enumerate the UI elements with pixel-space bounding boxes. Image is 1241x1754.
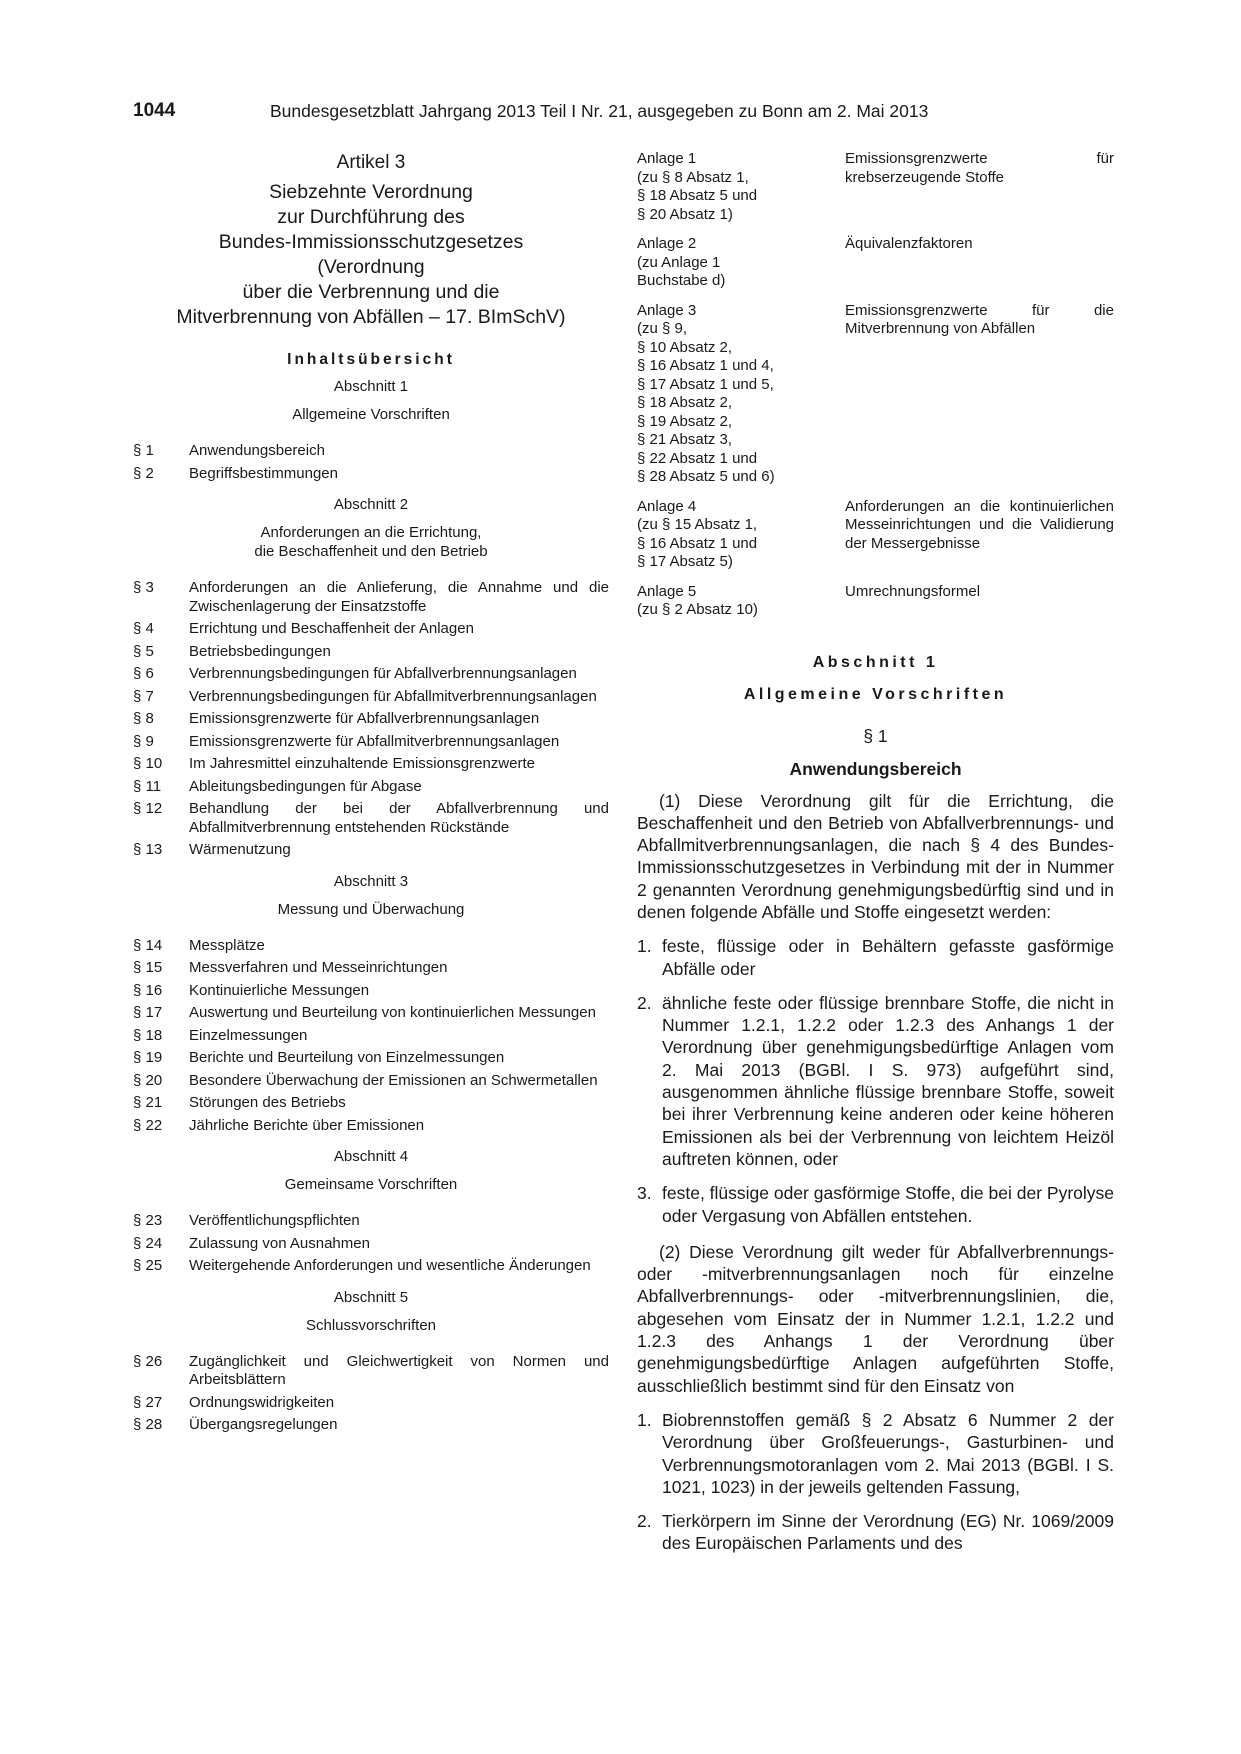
list-item-number: 2. — [637, 1511, 652, 1532]
toc-entry — [133, 1117, 609, 1136]
toc-entry — [133, 1027, 609, 1046]
toc-entry — [133, 733, 609, 752]
subtitle-line: Bundes-Immissionsschutzgesetzes — [218, 231, 524, 253]
enumerated-list — [637, 1409, 1114, 1555]
toc-entry-number: § 16 — [133, 981, 163, 999]
toc-entry-number: § 1 — [133, 442, 154, 459]
toc-entry-number: § 28 — [133, 1416, 163, 1433]
paragraph-symbol: § 1 — [863, 725, 888, 746]
annex-description: Emissionsgrenzwerte für die Mitverbrennung von Abfällen — [845, 301, 1114, 337]
annex-entry — [637, 583, 1114, 620]
toc-entry-list — [133, 442, 609, 483]
toc-entry — [133, 937, 609, 956]
toc-entry-number: § 12 — [133, 800, 163, 817]
list-item-text: feste, flüssige oder in Behältern gefasste gasförmige Abfälle oder — [662, 936, 1114, 979]
toc-entry-text: Errichtung und Beschaffenheit der Anlagen — [189, 620, 474, 637]
annex-description: Umrechnungsformel — [845, 582, 981, 600]
toc-entry-text: Messverfahren und Messeinrichtungen — [189, 959, 448, 976]
toc-entry-text: Kontinuierliche Messungen — [189, 981, 370, 999]
toc-entry-number: § 2 — [133, 464, 154, 482]
toc-entry — [133, 1004, 609, 1023]
toc-entry — [133, 1257, 609, 1276]
annex-reference: Anlage 1 (zu § 8 Absatz 1, § 18 Absatz 5 und § 20 Absatz 1) — [637, 150, 758, 223]
subtitle-line: Mitverbrennung von Abfällen – 17. BImSchV) — [176, 306, 566, 328]
toc-entry-text: Besondere Überwachung der Emissionen an Schwermetallen — [189, 1071, 598, 1089]
toc-entry — [133, 959, 609, 978]
annex-reference: Anlage 4 (zu § 15 Absatz 1, § 16 Absatz 1 und § 17 Absatz 5) — [637, 497, 758, 570]
toc-entry-text: Jährliche Berichte über Emissionen — [189, 1116, 425, 1134]
list-item-number: 1. — [637, 936, 652, 957]
annex-description: Anforderungen an die kontinuierlichen Messeinrichtungen und die Validierung der Messergebnisse — [845, 497, 1114, 552]
toc-entry-text: Verbrennungsbedingungen für Abfallverbrennungsanlagen — [189, 665, 577, 682]
toc-entry — [133, 1416, 609, 1435]
toc-entry-text: Zugänglichkeit und Gleichwertigkeit von Normen und Arbeitsblättern — [189, 1352, 609, 1388]
toc-entry-text: Einzelmessungen — [189, 1026, 308, 1044]
toc-entry — [133, 1394, 609, 1413]
body-paragraph: (1) Diese Verordnung gilt für die Errichtung, die Beschaffenheit und den Betrieb von Abfallverbrennungs- und Abfallmitverbrennungsanlagen, die nach § 4 des Bundes-Immissionsschutzgesetzes in Verbindung mit der in Nummer 2 genannten Verordnung genehmigungsbedürftig sind und in denen folgende Abfälle und Stoffe eingesetzt werden: — [637, 790, 1114, 922]
toc-entry — [133, 982, 609, 1001]
toc-section-label: Abschnitt 5 — [333, 1288, 409, 1306]
list-item — [637, 1510, 1114, 1555]
toc-heading: Inhaltsübersicht — [287, 351, 455, 368]
toc-entry-number: § 23 — [133, 1212, 163, 1229]
toc-entry — [133, 778, 609, 797]
toc-entry-text: Im Jahresmittel einzuhaltende Emissionsgrenzwerte — [189, 755, 535, 772]
list-item — [637, 1409, 1114, 1498]
annex-entry — [637, 498, 1114, 572]
annex-entry — [637, 235, 1114, 291]
toc-entry — [133, 1049, 609, 1068]
toc-entry-text: Emissionsgrenzwerte für Abfallmitverbrennungsanlagen — [189, 732, 560, 750]
toc-entry — [133, 643, 609, 662]
toc-entry-text: Messplätze — [189, 936, 265, 954]
article-subtitle — [133, 180, 609, 330]
subtitle-line: zur Durchführung des — [277, 206, 465, 228]
toc-entry — [133, 1072, 609, 1091]
toc-entry-text: Begriffsbestimmungen — [189, 464, 338, 482]
toc-section-label: Abschnitt 4 — [333, 1148, 409, 1165]
toc-entry — [133, 710, 609, 729]
toc-section-title-line: Anforderungen an die Errichtung, — [260, 524, 482, 541]
toc-section-title — [133, 405, 609, 424]
body-paragraph: (2) Diese Verordnung gilt weder für Abfallverbrennungs- oder -mitverbrennungsanlagen noch für einzelne Abfallverbrennungs- oder -mitverbrennungslinien, die, abgesehen vom Einsatz der in Nummer 1.2.1, 1.2.2 und 1.2.3 des Anhangs 1 der Verordnung über genehmigungsbedürftige Anlagen aufgeführten Stoffe, ausschließlich bestimmt sind für den Einsatz von — [637, 1241, 1114, 1396]
toc-entry-text: Betriebsbedingungen — [189, 642, 331, 660]
toc-entry — [133, 755, 609, 774]
toc-entry — [133, 1094, 609, 1113]
toc-entry-number: § 6 — [133, 665, 154, 682]
toc-entry-number: § 7 — [133, 687, 154, 705]
toc-entry — [133, 579, 609, 616]
annex-description: Emissionsgrenzwerte für krebserzeugende Stoffe — [845, 150, 1114, 186]
toc-entry — [133, 442, 609, 461]
toc-section-title-line: die Beschaffenheit und den Betrieb — [254, 543, 488, 560]
toc-entry — [133, 665, 609, 684]
section-title: Allgemeine Vorschriften — [743, 685, 1008, 703]
subtitle-line: Siebzehnte Verordnung — [269, 181, 473, 203]
toc-entry-list — [133, 937, 609, 1136]
toc-entry-number: § 22 — [133, 1116, 163, 1134]
toc-entry-text: Anwendungsbereich — [189, 442, 325, 459]
toc-section-title-line: Allgemeine Vorschriften — [292, 406, 450, 423]
toc-entry-number: § 5 — [133, 642, 154, 660]
left-column — [133, 150, 609, 1447]
annex-entry — [637, 302, 1114, 487]
toc-entry-number: § 18 — [133, 1026, 163, 1044]
toc-entry-number: § 19 — [133, 1049, 163, 1066]
toc-entry-number: § 26 — [133, 1352, 163, 1370]
toc-section-title-line: Gemeinsame Vorschriften — [284, 1176, 458, 1193]
toc-entry — [133, 620, 609, 639]
toc-entry-number: § 3 — [133, 579, 154, 596]
toc-entry-number: § 25 — [133, 1257, 163, 1274]
annex-reference: Anlage 3 (zu § 9, § 10 Absatz 2, § 16 Absatz 1 und 4, § 17 Absatz 1 und 5, § 18 Absatz 2, § 19 Absatz 2, § 21 Absatz 3, § 22 Absatz 1 und § 28 Absatz 5 und 6) — [637, 301, 775, 485]
toc-section-title-line: Schlussvorschriften — [305, 1316, 437, 1334]
list-item — [637, 992, 1114, 1170]
toc-entry-text: Wärmenutzung — [189, 841, 291, 858]
toc-section-title — [133, 900, 609, 919]
toc-entry-list — [133, 1353, 609, 1435]
paragraph-title: Anwendungsbereich — [789, 758, 962, 779]
enumerated-list — [637, 935, 1114, 1227]
list-item-number: 2. — [637, 992, 652, 1013]
toc-entry — [133, 688, 609, 707]
toc-entry-text: Berichte und Beurteilung von Einzelmessungen — [189, 1049, 505, 1066]
toc-entry-number: § 13 — [133, 841, 163, 858]
toc-entry — [133, 1353, 609, 1390]
annex-entry — [637, 150, 1114, 224]
toc-entry-number: § 15 — [133, 959, 163, 976]
toc-entry-number: § 17 — [133, 1004, 163, 1021]
subtitle-line: über die Verbrennung und die — [242, 281, 500, 303]
toc-section-title — [133, 523, 609, 561]
list-item — [637, 935, 1114, 980]
toc-entry — [133, 1212, 609, 1231]
toc-entry — [133, 465, 609, 484]
list-item-text: Biobrennstoffen gemäß § 2 Absatz 6 Nummer 2 der Verordnung über Großfeuerungs-, Gasturbinen- und Verbrennungsmotoranlagen vom 2. Mai 2013 (BGBl. I S. 1021, 1023) in der jeweils geltenden Fassung, — [662, 1409, 1114, 1497]
subtitle-line: (Verordnung — [317, 256, 425, 278]
toc-entry-number: § 24 — [133, 1234, 163, 1252]
page-number: 1044 — [133, 100, 176, 121]
toc-entry-number: § 27 — [133, 1393, 163, 1411]
toc-entry-number: § 8 — [133, 710, 154, 727]
right-column — [637, 150, 1114, 1555]
toc-entry-text: Weitergehende Anforderungen und wesentliche Änderungen — [189, 1257, 591, 1274]
list-item — [637, 1182, 1114, 1227]
toc-section-title — [133, 1175, 609, 1194]
toc-entry-number: § 9 — [133, 732, 154, 750]
annex-description: Äquivalenzfaktoren — [845, 235, 973, 252]
list-item-number: 1. — [637, 1409, 652, 1430]
toc-entry-number: § 20 — [133, 1071, 163, 1089]
gazette-header-title: Bundesgesetzblatt Jahrgang 2013 Teil I Nr. 21, ausgegeben zu Bonn am 2. Mai 2013 — [270, 101, 929, 121]
toc-entry-list — [133, 1212, 609, 1276]
toc-section-label: Abschnitt 3 — [333, 872, 409, 890]
toc-entry — [133, 841, 609, 860]
toc-section-label: Abschnitt 1 — [333, 378, 409, 395]
toc-entry-text: Anforderungen an die Anlieferung, die Annahme und die Zwischenlagerung der Einsatzstoffe — [189, 579, 609, 615]
toc-entry-text: Störungen des Betriebs — [189, 1094, 346, 1111]
annex-reference: Anlage 2 (zu Anlage 1 Buchstabe d) — [637, 235, 726, 289]
toc-entry-number: § 4 — [133, 620, 154, 637]
toc-entry-text: Ordnungswidrigkeiten — [189, 1393, 335, 1411]
toc-entry-text: Übergangsregelungen — [189, 1416, 338, 1433]
annex-list — [637, 150, 1114, 620]
toc-entry-number: § 11 — [133, 777, 162, 795]
page-header — [133, 100, 1113, 130]
toc-entry-number: § 14 — [133, 936, 163, 954]
section-label: Abschnitt 1 — [812, 653, 939, 671]
toc-entry-number: § 21 — [133, 1094, 163, 1111]
toc-section-label: Abschnitt 2 — [333, 496, 409, 513]
toc-entry-text: Emissionsgrenzwerte für Abfallverbrennungsanlagen — [189, 710, 540, 727]
list-item-text: feste, flüssige oder gasförmige Stoffe, die bei der Pyrolyse oder Vergasung von Abfällen entstehen. — [662, 1183, 1115, 1226]
toc-entry-text: Ableitungsbedingungen für Abgase — [189, 777, 422, 795]
list-item-text: ähnliche feste oder flüssige brennbare Stoffe, die nicht in Nummer 1.2.1, 1.2.2 oder 1.2.3 des Anhangs 1 der Verordnung über genehmigungsbedürftige Anlagen vom 2. Mai 2013 (BGBl. I S. 973) aufgeführt sind, ausgenommen ähnliche flüssige brennbare Stoffe, soweit bei ihrer Verbrennung keine anderen oder keine höheren Emissionen als bei der Verbrennung von leichtem Heizöl auftreten können, oder — [662, 992, 1114, 1169]
table-of-contents — [133, 377, 609, 1435]
article-title: Artikel 3 — [336, 152, 406, 173]
toc-section-title-line: Messung und Überwachung — [277, 900, 465, 918]
toc-entry-text: Auswertung und Beurteilung von kontinuierlichen Messungen — [189, 1004, 596, 1021]
toc-entry-list — [133, 579, 609, 860]
annex-reference: Anlage 5 (zu § 2 Absatz 10) — [637, 582, 758, 618]
toc-section-title — [133, 1316, 609, 1335]
list-item-text: Tierkörpern im Sinne der Verordnung (EG) Nr. 1069/2009 des Europäischen Parlaments und des — [662, 1511, 1114, 1554]
toc-entry-text: Veröffentlichungspflichten — [189, 1212, 360, 1229]
toc-entry-text: Zulassung von Ausnahmen — [189, 1234, 370, 1252]
toc-entry — [133, 1235, 609, 1254]
toc-entry-number: § 10 — [133, 755, 163, 772]
toc-entry — [133, 800, 609, 837]
list-item-number: 3. — [637, 1183, 652, 1204]
toc-entry-text: Verbrennungsbedingungen für Abfallmitverbrennungsanlagen — [189, 687, 597, 705]
toc-entry-text: Behandlung der bei der Abfallverbrennung und Abfallmitverbrennung entstehenden Rückstände — [189, 800, 609, 836]
